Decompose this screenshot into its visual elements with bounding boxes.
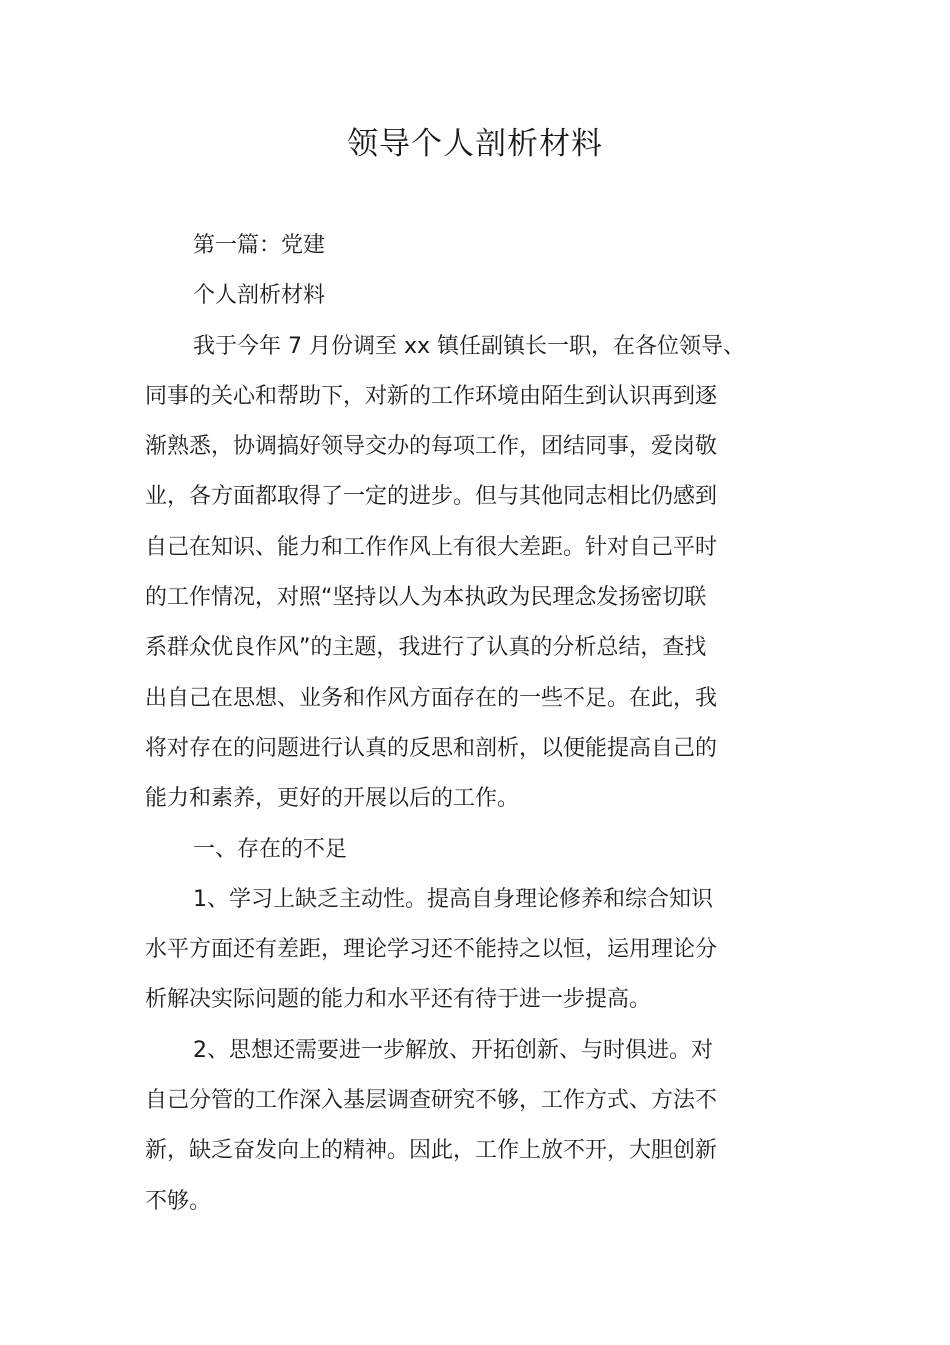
paragraph-line: 的工作情况，对照“坚持以人为本执政为民理念发扬密切联 xyxy=(145,585,707,611)
paragraph-start-line: 2、思想还需要进一步解放、开拓创新、与时俱进。对 xyxy=(193,1037,713,1063)
paragraph-line: 自己在知识、能力和工作作风上有很大差距。针对自己平时 xyxy=(145,534,718,560)
paragraph-line: 出自己在思想、业务和作风方面存在的一些不足。在此，我 xyxy=(145,685,718,711)
paragraph-start-line: 1、学习上缺乏主动性。提高自身理论修养和综合知识 xyxy=(193,886,713,912)
paragraph-line: 水平方面还有差距，理论学习还不能持之以恒，运用理论分 xyxy=(145,937,718,963)
paragraph-line: 析解决实际问题的能力和水平还有待于进一步提高。 xyxy=(145,987,652,1013)
paragraph-line: 新，缺乏奋发向上的精神。因此，工作上放不开，大胆创新 xyxy=(145,1138,718,1164)
paragraph-line: 同事的关心和帮助下，对新的工作环境由陌生到认识再到逐 xyxy=(145,383,718,409)
paragraph-line: 能力和素养，更好的开展以后的工作。 xyxy=(145,786,520,812)
paragraph-line: 不够。 xyxy=(145,1188,212,1214)
paragraph-line: 将对存在的问题进行认真的反思和剖析，以便能提高自己的 xyxy=(145,735,718,761)
paragraph-line: 自己分管的工作深入基层调查研究不够，工作方式、方法不 xyxy=(145,1088,718,1114)
document-body xyxy=(145,221,785,1227)
paragraph-line: 渐熟悉，协调搞好领导交办的每项工作，团结同事，爱岗敬 xyxy=(145,434,718,460)
paragraph-start-line: 第一篇：党建 xyxy=(193,233,326,258)
paragraph-line: 业，各方面都取得了一定的进步。但与其他同志相比仍感到 xyxy=(145,484,718,510)
paragraph-start-line: 一、存在的不足 xyxy=(193,836,348,862)
paragraph-start-line: 个人剖析材料 xyxy=(193,283,326,309)
paragraph-line: 系群众优良作风”的主题，我进行了认真的分析总结，查找 xyxy=(145,635,707,661)
paragraph-start-line: 我于今年 7 月份调至 xx 镇任副镇长一职，在各位领导、 xyxy=(193,333,746,359)
document-title: 领导个人剖析材料 xyxy=(347,126,603,162)
